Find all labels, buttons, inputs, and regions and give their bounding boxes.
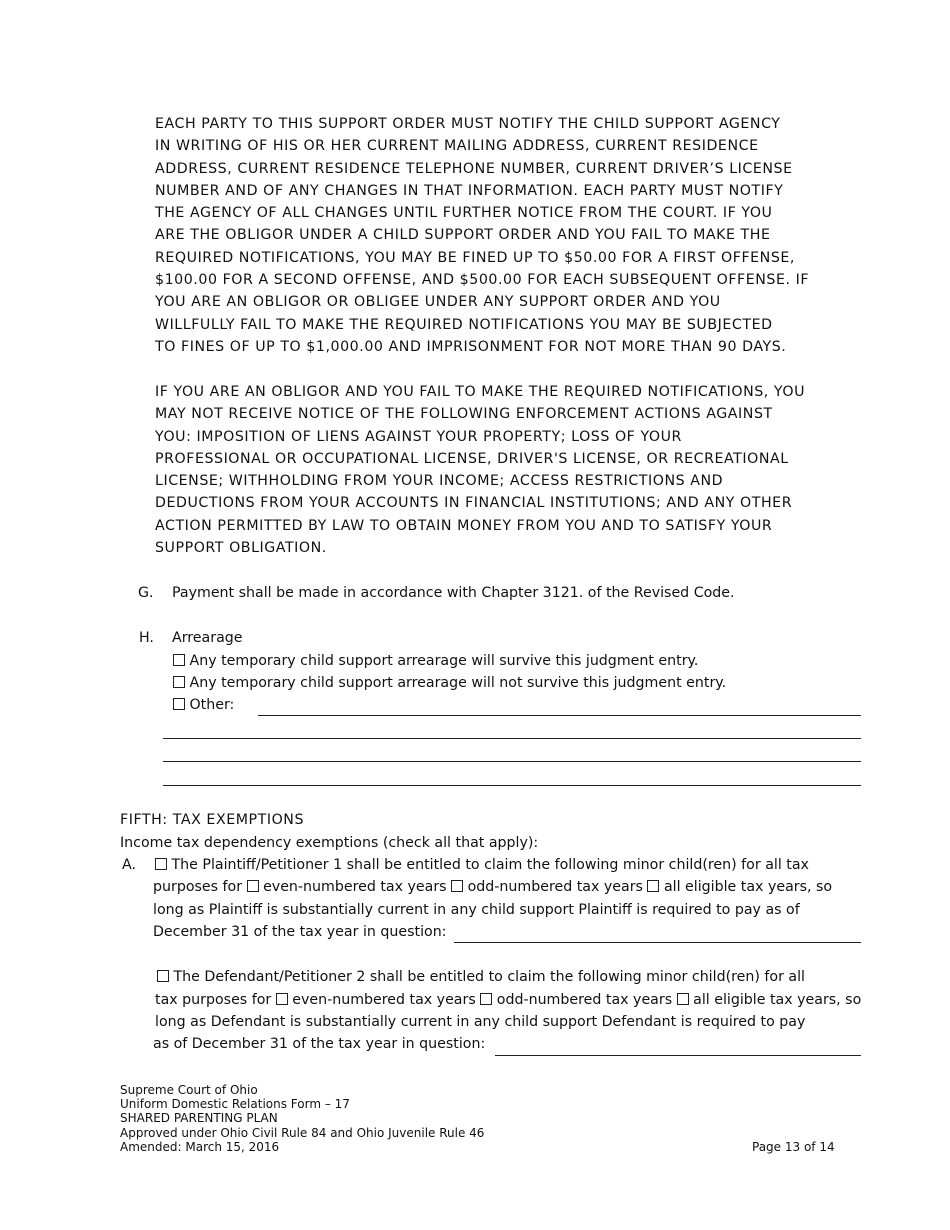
arrearage-other-label: Other: [189, 697, 235, 713]
arrearage-not-survive-option [173, 672, 726, 694]
plaintiff-even-years-checkbox[interactable] [247, 880, 259, 892]
defendant-claim-label: The Defendant/Petitioner 2 shall be entitled to claim the following minor child(ren) for all [173, 969, 805, 985]
notice-line: IN WRITING OF HIS OR HER CURRENT MAILING ADDRESS, CURRENT RESIDENCE [155, 138, 759, 155]
notice-line: DEDUCTIONS FROM YOUR ACCOUNTS IN FINANCIAL INSTITUTIONS; AND ANY OTHER [155, 495, 793, 512]
other-input-line[interactable] [258, 715, 861, 716]
notice-line: TO FINES OF UP TO $1,000.00 AND IMPRISONMENT FOR NOT MORE THAN 90 DAYS. [155, 338, 787, 355]
notice-line: ARE THE OBLIGOR UNDER A CHILD SUPPORT ORDER AND YOU FAIL TO MAKE THE [155, 227, 771, 244]
tax-exemptions-heading: FIFTH: TAX EXEMPTIONS [120, 812, 305, 828]
defendant-even-years-checkbox[interactable] [276, 993, 288, 1005]
plaintiff-line-3: long as Plaintiff is substantially current in any child support Plaintiff is required to pay as of [153, 902, 800, 918]
notice-line: NUMBER AND OF ANY CHANGES IN THAT INFORMATION. EACH PARTY MUST NOTIFY [155, 182, 784, 199]
notice-paragraph-2 [155, 381, 855, 559]
defendant-odd-years-checkbox[interactable] [480, 993, 492, 1005]
plaintiff-line-2 [153, 876, 832, 898]
arrearage-not-survive-checkbox[interactable] [173, 676, 185, 688]
plaintiff-even-years-label: even-numbered tax years [263, 879, 447, 895]
form-footer [120, 1083, 484, 1154]
section-h-letter: H. [139, 630, 154, 646]
defendant-all-years-checkbox[interactable] [677, 993, 689, 1005]
notice-paragraph-1 [155, 113, 855, 358]
plaintiff-claim-checkbox[interactable] [155, 858, 167, 870]
notice-line: IF YOU ARE AN OBLIGOR AND YOU FAIL TO MAKE THE REQUIRED NOTIFICATIONS, YOU [155, 384, 806, 400]
arrearage-survive-option [173, 650, 698, 672]
notice-line: YOU: IMPOSITION OF LIENS AGAINST YOUR PROPERTY; LOSS OF YOUR [155, 428, 682, 445]
defendant-children-input-line[interactable] [495, 1055, 861, 1056]
other-input-line[interactable] [163, 785, 861, 786]
arrearage-not-survive-label: Any temporary child support arrearage will not survive this judgment entry. [189, 675, 727, 691]
defendant-line-3: long as Defendant is substantially current in any child support Defendant is required to pay [155, 1014, 806, 1030]
notice-line: LICENSE; WITHHOLDING FROM YOUR INCOME; ACCESS RESTRICTIONS AND [155, 473, 724, 490]
notice-line: SUPPORT OBLIGATION. [155, 540, 327, 557]
plaintiff-children-input-line[interactable] [454, 942, 861, 943]
notice-line: PROFESSIONAL OR OCCUPATIONAL LICENSE, DRIVER'S LICENSE, OR RECREATIONAL [155, 450, 789, 467]
defendant-odd-years-label: odd-numbered tax years [496, 992, 673, 1008]
section-h-title: Arrearage [172, 630, 243, 646]
arrearage-other-option [173, 694, 234, 716]
notice-line: MAY NOT RECEIVE NOTICE OF THE FOLLOWING ENFORCEMENT ACTIONS AGAINST [155, 406, 773, 423]
defendant-even-years-label: even-numbered tax years [292, 992, 476, 1008]
section-a-letter: A. [122, 857, 136, 873]
footer-title: SHARED PARENTING PLAN [120, 1111, 278, 1126]
notice-line: ADDRESS, CURRENT RESIDENCE TELEPHONE NUMBER, CURRENT DRIVER’S LICENSE [155, 160, 793, 177]
defendant-line-4: as of December 31 of the tax year in question: [153, 1036, 486, 1052]
defendant-claim-checkbox[interactable] [157, 970, 169, 982]
notice-line: REQUIRED NOTIFICATIONS, YOU MAY BE FINED UP TO $50.00 FOR A FIRST OFFENSE, [155, 249, 795, 266]
plaintiff-line-1 [155, 854, 809, 876]
notice-line: YOU ARE AN OBLIGOR OR OBLIGEE UNDER ANY SUPPORT ORDER AND YOU [155, 294, 721, 311]
tax-exemptions-intro: Income tax dependency exemptions (check all that apply): [120, 835, 539, 851]
notice-line: THE AGENCY OF ALL CHANGES UNTIL FURTHER NOTICE FROM THE COURT. IF YOU [155, 205, 773, 222]
plaintiff-all-years-label: all eligible tax years, so [663, 879, 833, 895]
arrearage-other-checkbox[interactable] [173, 698, 185, 710]
defendant-purposes-label: tax purposes for [155, 992, 272, 1008]
notice-line: $100.00 FOR A SECOND OFFENSE, AND $500.00 FOR EACH SUBSEQUENT OFFENSE. IF [155, 272, 810, 289]
plaintiff-odd-years-label: odd-numbered tax years [467, 879, 643, 895]
notice-line: ACTION PERMITTED BY LAW TO OBTAIN MONEY FROM YOU AND TO SATISFY YOUR [155, 517, 773, 534]
footer-court: Supreme Court of Ohio [120, 1083, 258, 1097]
footer-approved: Approved under Ohio Civil Rule 84 and Ohio Juvenile Rule 46 [120, 1125, 485, 1140]
notice-line: WILLFULLY FAIL TO MAKE THE REQUIRED NOTIFICATIONS YOU MAY BE SUBJECTED [155, 316, 773, 333]
plaintiff-line-4: December 31 of the tax year in question: [153, 924, 447, 940]
plaintiff-odd-years-checkbox[interactable] [451, 880, 463, 892]
section-g-text: Payment shall be made in accordance with Chapter 3121. of the Revised Code. [172, 585, 735, 601]
arrearage-survive-checkbox[interactable] [173, 654, 185, 666]
footer-form: Uniform Domestic Relations Form – 17 [120, 1097, 350, 1112]
section-g-letter: G. [138, 585, 154, 601]
plaintiff-all-years-checkbox[interactable] [647, 880, 659, 892]
defendant-all-years-label: all eligible tax years, so [693, 992, 862, 1008]
other-input-line[interactable] [163, 761, 861, 762]
notice-line: EACH PARTY TO THIS SUPPORT ORDER MUST NOTIFY THE CHILD SUPPORT AGENCY [155, 116, 781, 132]
plaintiff-purposes-label: purposes for [153, 879, 243, 895]
defendant-line-2 [155, 989, 861, 1011]
arrearage-survive-label: Any temporary child support arrearage will survive this judgment entry. [189, 653, 699, 669]
other-input-line[interactable] [163, 738, 861, 739]
plaintiff-claim-label: The Plaintiff/Petitioner 1 shall be entitled to claim the following minor child(ren) for all tax [171, 857, 809, 873]
page-number: Page 13 of 14 [752, 1140, 835, 1154]
footer-amended: Amended: March 15, 2016 [120, 1139, 280, 1154]
defendant-line-1 [157, 966, 805, 988]
